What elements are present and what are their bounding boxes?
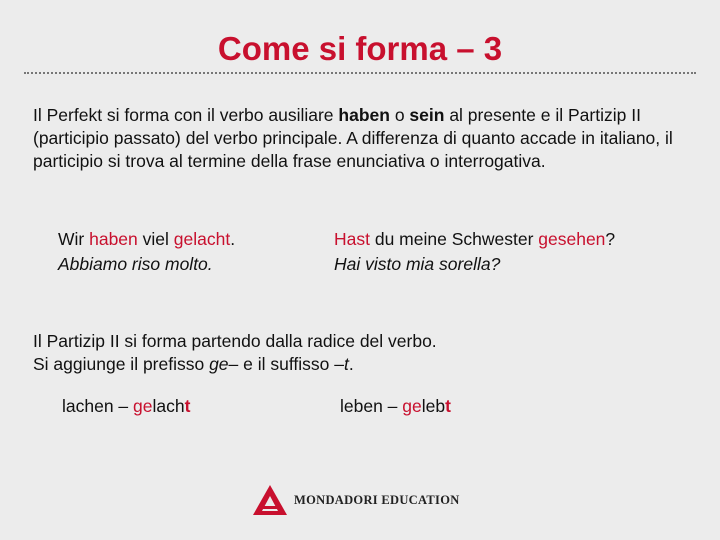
suffix-t: t (343, 354, 349, 374)
intro-paragraph (33, 104, 673, 173)
example-1-participle: gelacht (173, 229, 231, 249)
example-1-middle: viel (137, 229, 174, 249)
pair-1-infinitive: lachen – (62, 396, 134, 416)
intro-text-3: al presente e il Partizip II (participio passato) del verbo principale. A differenza di quanto accade in italiano, il participio si trova al termine della frase enunciativa o interrogativa. (33, 105, 673, 171)
pair-2-suffix: t (445, 396, 451, 416)
rule-line-1: Il Partizip II si forma partendo dalla radice del verbo. (33, 331, 437, 351)
mondadori-logo-icon (250, 484, 290, 516)
prefix-ge: ge (209, 354, 229, 374)
rule-line-2-c: . (348, 354, 354, 374)
example-2-german (334, 227, 615, 252)
rule-line-2-a: Si aggiunge il prefisso (33, 354, 210, 374)
example-2-middle: du meine Schwester (369, 229, 539, 249)
example-2-auxiliary: Hast (334, 229, 370, 249)
pair-2-infinitive: leben – (340, 396, 403, 416)
example-1-german (58, 227, 235, 252)
publisher-logo (250, 484, 460, 516)
example-2-participle: gesehen (538, 229, 606, 249)
example-1-auxiliary: haben (89, 229, 138, 249)
example-1-punct: . (230, 229, 236, 249)
keyword-sein: sein (409, 105, 445, 125)
rule-line-2 (33, 353, 673, 376)
conjugation-pair-2 (340, 396, 451, 417)
example-2-punct: ? (605, 229, 616, 249)
example-1-italian: Abbiamo riso molto. (58, 254, 213, 274)
example-2 (334, 227, 615, 277)
conjugation-pair-1 (62, 396, 190, 417)
publisher-name: MONDADORI EDUCATION (294, 492, 460, 507)
rule-paragraph (33, 330, 673, 376)
pair-2-stem: leb (421, 396, 446, 416)
keyword-haben: haben (338, 105, 390, 125)
pair-1-suffix: t (184, 396, 191, 416)
pair-2-prefix: ge (402, 396, 422, 416)
rule-line-2-b: – e il suffisso – (228, 354, 344, 374)
example-2-italian: Hai visto mia sorella? (334, 254, 501, 274)
example-1 (58, 227, 235, 277)
title-divider (24, 72, 696, 74)
intro-text-1: Il Perfekt si forma con il verbo ausiliare (33, 105, 339, 125)
example-1-subject: Wir (58, 229, 90, 249)
intro-text-2: o (389, 105, 410, 125)
pair-1-prefix: ge (133, 396, 153, 416)
pair-1-stem: lach (152, 396, 185, 416)
page-title: Come si forma – 3 (217, 30, 503, 67)
